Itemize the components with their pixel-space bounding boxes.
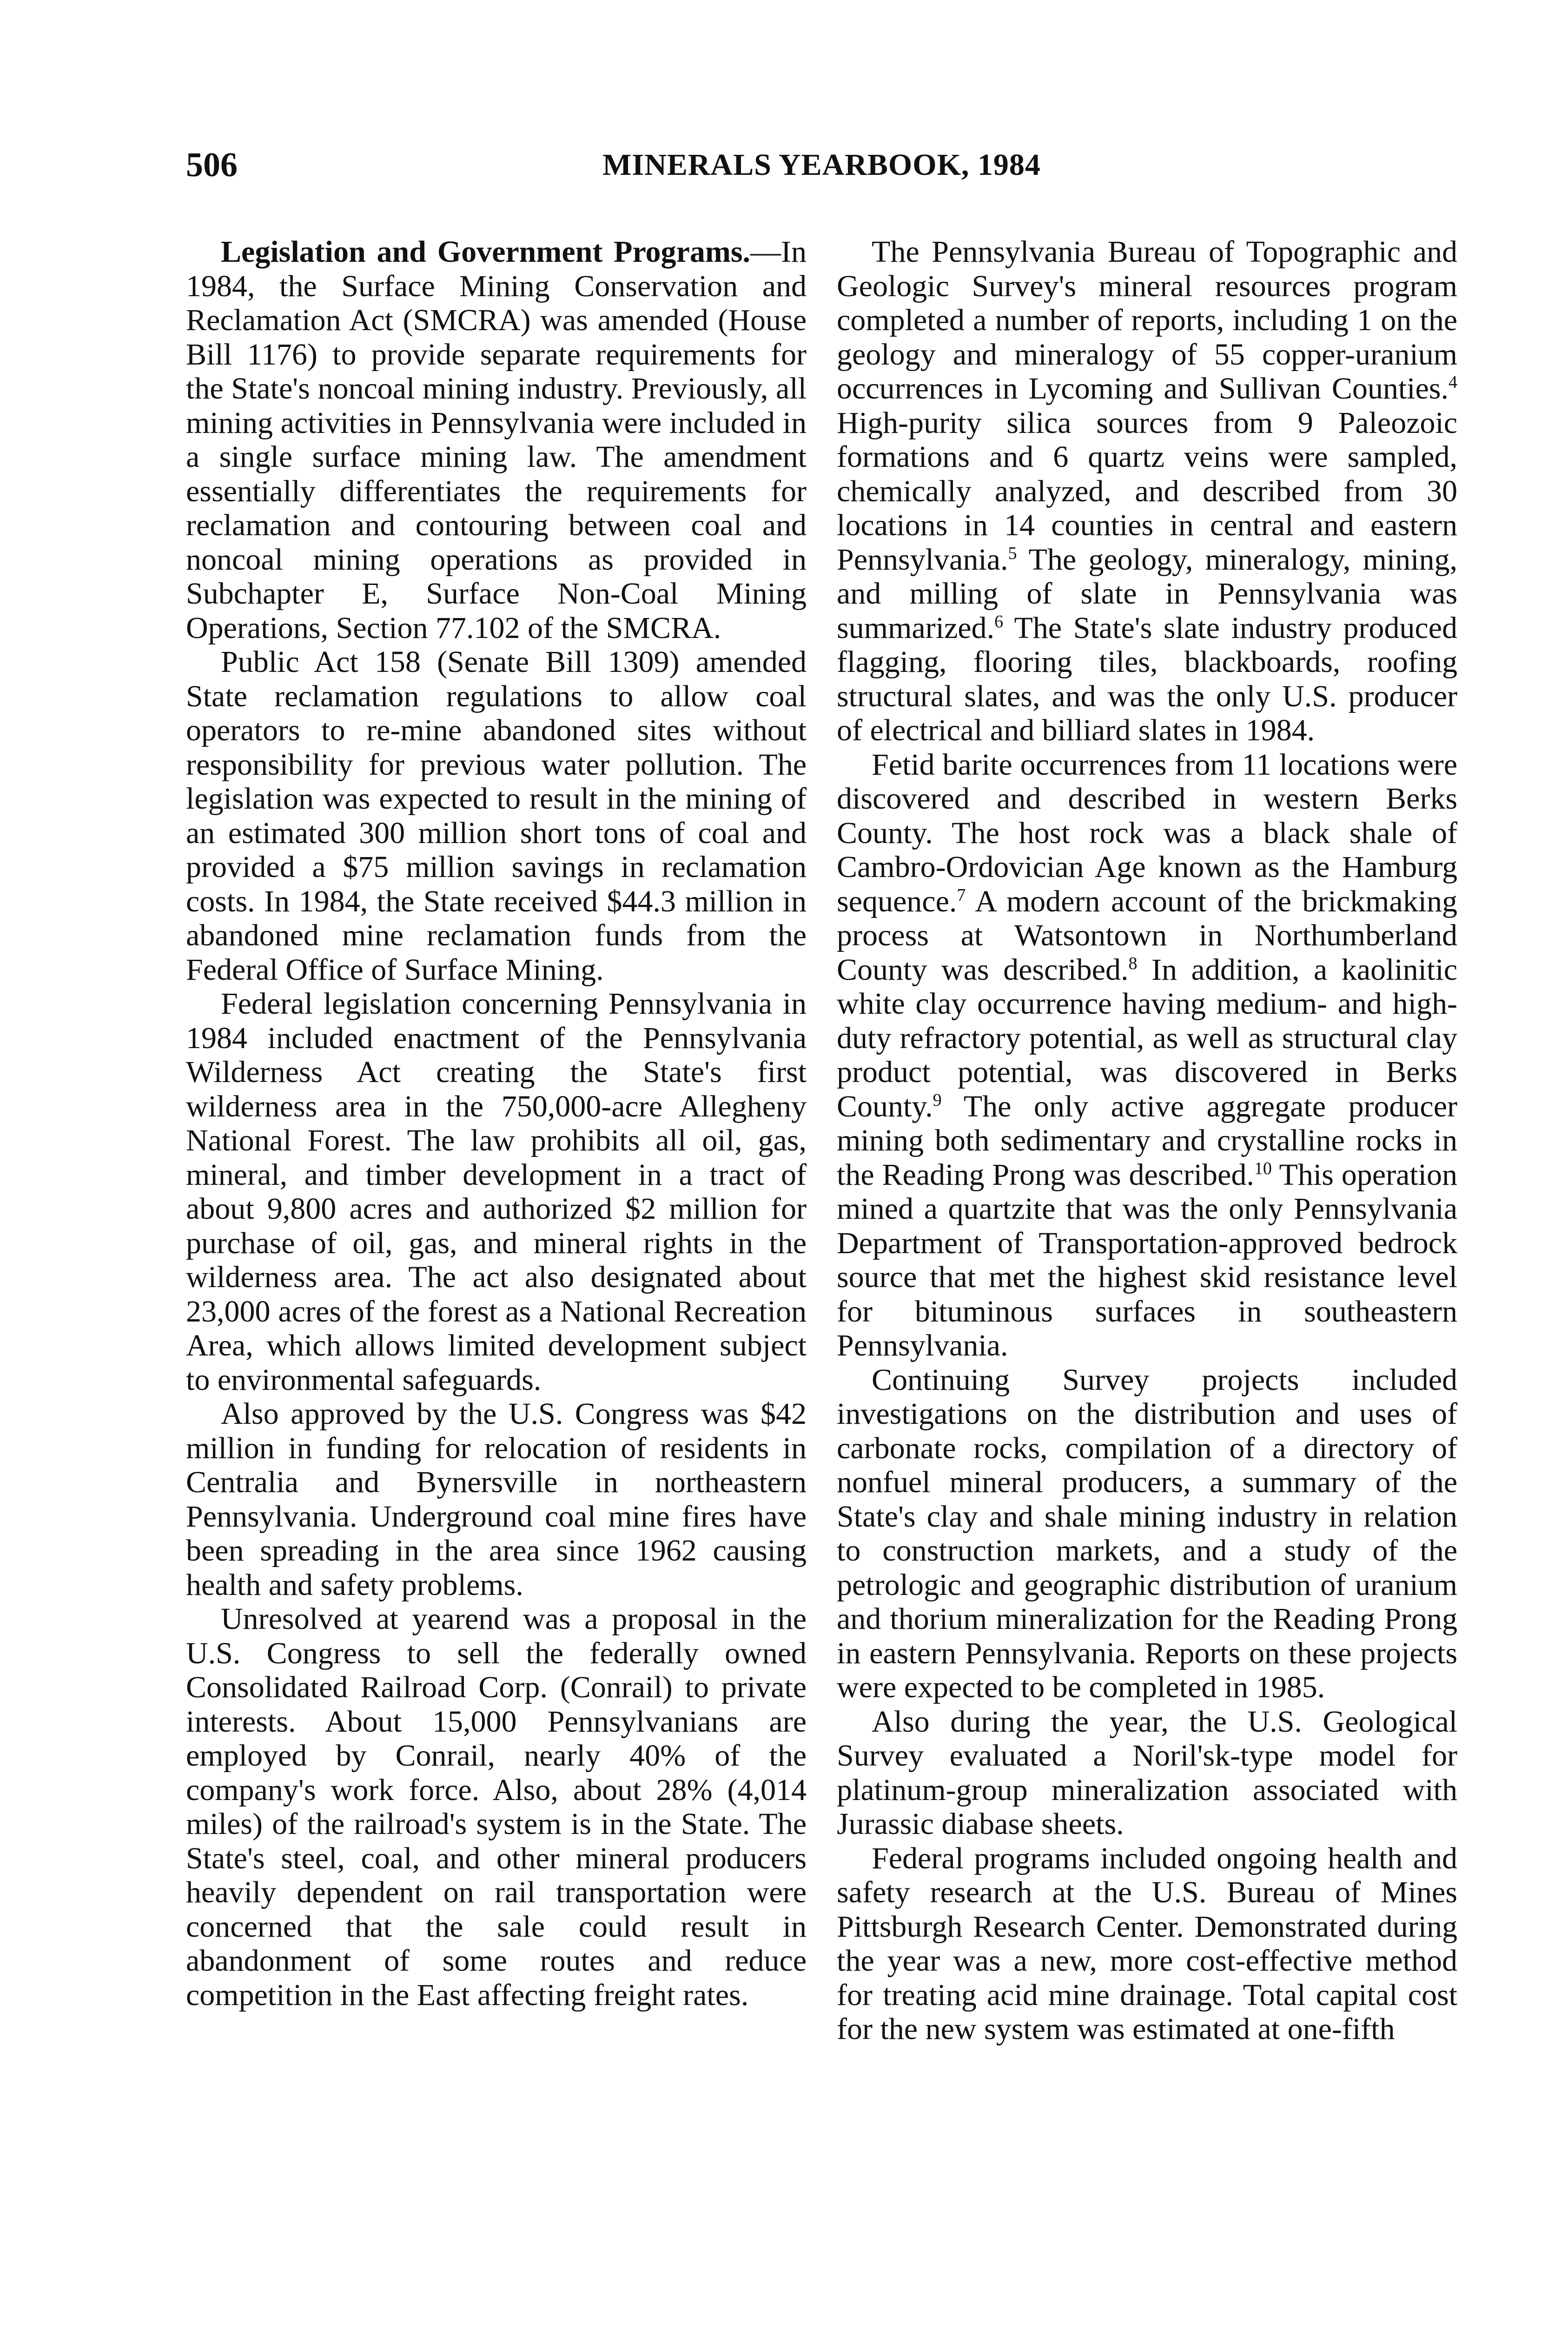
paragraph-usgs-evaluation: Also during the year, the U.S. Geological Survey evaluated a Noril'sk-type model for platinum-group mineralization associated with Jurassic diabase sheets. — [837, 1704, 1457, 1841]
running-title: MINERALS YEARBOOK, 1984 — [602, 148, 1041, 182]
paragraph-text: The geology, mineralogy, mining, and milling of slate in Pennsylvania was summarized. — [837, 542, 1457, 645]
paragraph-text: In addition, a kaolinitic white clay occurrence having medium- and high-duty refractory potential, as well as structural clay product potential, was discovered in Berks County. — [837, 952, 1457, 1123]
page-number: 506 — [186, 146, 238, 184]
footnote-ref: 9 — [933, 1090, 942, 1110]
paragraph-public-act: Public Act 158 (Senate Bill 1309) amended State reclamation regulations to allow coal operators to re-mine abandoned sites without responsibility for previous water pollution. The legislation was expected to result in the mining of an estimated 300 million short tons of coal and provided a $75 million savings in reclamation costs. In 1984, the State received $44.3 million in abandoned mine reclamation funds from the Federal Office of Surface Mining. — [186, 645, 807, 987]
paragraph-barite-occurrences — [837, 748, 1457, 1363]
footnote-ref: 4 — [1449, 372, 1457, 392]
right-column — [837, 235, 1457, 2046]
footnote-ref: 6 — [994, 611, 1004, 631]
paragraph-conrail: Unresolved at yearend was a proposal in the U.S. Congress to sell the federally owned Consolidated Railroad Corp. (Conrail) to private interests. About 15,000 Pennsylvanians are employed by Conrail, nearly 40% of the company's work force. Also, about 28% (4,014 miles) of the railroad's system is in the State. The State's steel, coal, and other mineral producers heavily dependent on rail transportation were concerned that the sale could result in abandonment of some routes and reduce competition in the East affecting freight rates. — [186, 1602, 807, 2012]
paragraph-federal-programs: Federal programs included ongoing health and safety research at the U.S. Bureau of Mines Pittsburgh Research Center. Demonstrated during the year was a new, more cost-effective method for treating acid mine drainage. Total capital cost for the new system was estimated at one-fifth — [837, 1841, 1457, 2046]
paragraph-legislation — [186, 235, 807, 645]
paragraph-text: The only active aggregate producer mining both sedimentary and crystalline rocks in the Reading Prong was described. — [837, 1089, 1457, 1192]
paragraph-text: The Pennsylvania Bureau of Topographic and Geologic Survey's mineral resources program completed a number of reports, including 1 on the geology and mineralogy of 55 copper-uranium occurrences in Lycoming and Sullivan Counties. — [837, 235, 1457, 405]
page-header — [186, 148, 1457, 199]
footnote-ref: 5 — [1008, 543, 1017, 563]
footnote-ref: 8 — [1128, 953, 1138, 973]
footnote-ref: 7 — [957, 885, 966, 905]
paragraph-centralia-relocation: Also approved by the U.S. Congress was $42 million in funding for relocation of residents in Centralia and Bynersville in northeastern Pennsylvania. Underground coal mine fires have been spreading in the area since 1962 causing health and safety problems. — [186, 1397, 807, 1602]
paragraph-text: The State's slate industry produced flagging, flooring tiles, blackboards, roofing structural slates, and was the only U.S. producer of electrical and billiard slates in 1984. — [837, 611, 1457, 747]
left-column — [186, 235, 807, 2012]
paragraph-text: —In 1984, the Surface Mining Conservation and Reclamation Act (SMCRA) was amended (House Bill 1176) to provide separate requirements for the State's noncoal mining industry. Previously, all mining activities in Pennsylvania were included in a single surface mining law. The amendment essentially differentiates the requirements for reclamation and contouring between coal and noncoal mining operations as provided in Subchapter E, Surface Non-Coal Mining Operations, Section 77.102 of the SMCRA. — [186, 235, 807, 645]
paragraph-text: High-purity silica sources from 9 Paleozoic formations and 6 quartz veins were sampled, chemically analyzed, and described from 30 locations in 14 counties in central and eastern Pennsylvania. — [837, 405, 1457, 577]
footnote-ref: 10 — [1254, 1158, 1272, 1178]
section-heading: Legislation and Government Programs. — [221, 235, 751, 269]
paragraph-text: Fetid barite occurrences from 11 locations were discovered and described in western Berks County. The host rock was a black shale of Cambro-Ordovician Age known as the Hamburg sequence. — [837, 747, 1457, 918]
paragraph-text: A modern account of the brickmaking process at Watsontown in Northumberland County was described. — [837, 884, 1457, 987]
paragraph-survey-reports — [837, 235, 1457, 748]
paragraph-text: This operation mined a quartzite that was the only Pennsylvania Department of Transportation-approved bedrock source that met the highest skid resistance level for bituminous surfaces in southeastern Pennsylvania. — [837, 1157, 1457, 1362]
paragraph-wilderness-act: Federal legislation concerning Pennsylvania in 1984 included enactment of the Pennsylvania Wilderness Act creating the State's first wilderness area in the 750,000-acre Allegheny National Forest. The law prohibits all oil, gas, mineral, and timber development in a tract of about 9,800 acres and authorized $2 million for purchase of oil, gas, and mineral rights in the wilderness area. The act also designated about 23,000 acres of the forest as a National Recreation Area, which allows limited development subject to environmental safeguards. — [186, 987, 807, 1397]
paragraph-continuing-projects: Continuing Survey projects included investigations on the distribution and uses of carbonate rocks, compilation of a directory of nonfuel mineral producers, a summary of the State's clay and shale mining industry in relation to construction markets, and a study of the petrologic and geographic distribution of uranium and thorium mineralization for the Reading Prong in eastern Pennsylvania. Reports on these projects were expected to be completed in 1985. — [837, 1362, 1457, 1704]
